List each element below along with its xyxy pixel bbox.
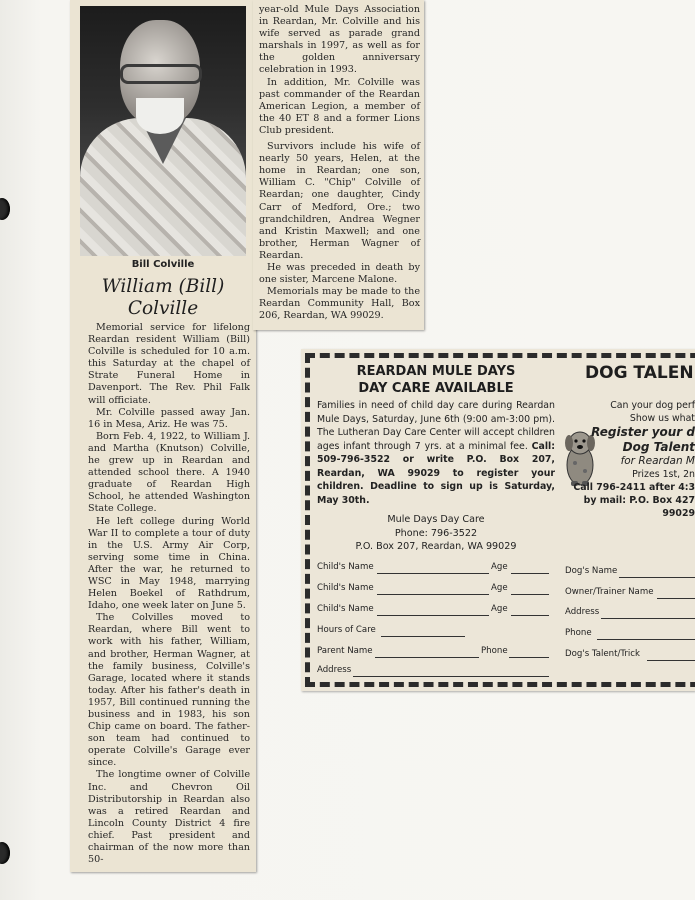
daycare-contact bbox=[317, 513, 555, 554]
childs-name-field-3[interactable] bbox=[377, 615, 489, 616]
obit-paragraph: In addition, Mr. Colville was past commander of the Reardan American Legion, a member of the 40 ET 8 and a former Lions Club president. bbox=[259, 76, 420, 136]
parent-phone-field[interactable] bbox=[509, 657, 549, 658]
owner-field[interactable] bbox=[657, 598, 695, 599]
form-label-dog-address: Address bbox=[565, 607, 600, 617]
photo-beard bbox=[136, 98, 184, 134]
dog-phone-field[interactable] bbox=[597, 639, 695, 640]
form-label-owner: Owner/Trainer Name bbox=[565, 587, 654, 597]
headline-line-1: William (Bill) bbox=[101, 276, 225, 297]
obituary-headline bbox=[70, 276, 256, 320]
obit-paragraph: He was preceded in death by one sister, Marcene Malone. bbox=[259, 261, 420, 286]
obit-paragraph: Survivors include his wife of nearly 50 years, Helen, at the home in Reardan; one son, William C. "Chip" Colville of Reardan; one daughter, Cindy Carr of Medford, Ore.; two grandchildren, Andrea Wegner and Kristin Maxwell; and one brother, Herman Wagner of Reardan. bbox=[259, 141, 420, 261]
age-field-1[interactable] bbox=[511, 573, 549, 574]
obit-paragraph: Born Feb. 4, 1922, to William J. and Martha (Knutson) Colville, he grew up in Reardan and attended school there. A 1940 graduate of Reardan High School, he attended Washington State College. bbox=[88, 430, 250, 515]
hours-field[interactable] bbox=[381, 636, 465, 637]
form-label-age: Age bbox=[491, 583, 508, 593]
address-field[interactable] bbox=[353, 676, 549, 677]
obituary-column-2 bbox=[259, 4, 420, 322]
obit-paragraph: He left college during World War II to complete a tour of duty in the U.S. Army Air Corp, serving some time in China. After the war, he returned to WSC in May 1948, marrying Helen Boekel of Rathdrum, Idaho, one week later on June 5. bbox=[88, 515, 250, 612]
dog-line-1: Can your dog perf bbox=[610, 400, 695, 411]
contact-phone: Phone: 796-3522 bbox=[394, 527, 478, 539]
dog-talent-text bbox=[571, 399, 695, 520]
portrait-photo bbox=[80, 6, 246, 256]
dog-line-6: Prizes 1st, 2n bbox=[632, 469, 695, 480]
form-label-childs-name: Child's Name bbox=[317, 604, 374, 614]
dog-line-4: Dog Talent bbox=[622, 440, 695, 454]
childs-name-field-2[interactable] bbox=[377, 594, 489, 595]
form-label-childs-name: Child's Name bbox=[317, 562, 374, 572]
daycare-body bbox=[317, 399, 555, 507]
daycare-title-line-1: REARDAN MULE DAYS bbox=[356, 364, 516, 379]
dog-address-field[interactable] bbox=[601, 618, 695, 619]
headline-line-2: Colville bbox=[127, 298, 199, 319]
form-label-hours: Hours of Care bbox=[317, 625, 376, 635]
daycare-body-bold: Call: 509-796-3522 or write P.O. Box 207, Reardan, WA 99029 to register your children. Deadline to sign up is Saturday, May 30th. bbox=[317, 440, 555, 506]
form-label-phone: Phone bbox=[481, 646, 508, 656]
form-label-dog-phone: Phone bbox=[565, 628, 592, 638]
obit-paragraph: Memorials may be made to the Reardan Community Hall, Box 206, Reardan, WA 99029. bbox=[259, 286, 420, 322]
age-field-3[interactable] bbox=[511, 615, 549, 616]
obituary-clipping-left bbox=[70, 0, 256, 872]
obit-paragraph: year-old Mule Days Association in Reardan, Mr. Colville and his wife served as parade grand marshals in 1997, as well as for the golden anniversary celebration in 1993. bbox=[259, 4, 420, 76]
obituary-clipping-right bbox=[253, 0, 424, 330]
dog-line-9: 99029 bbox=[662, 508, 695, 519]
age-field-2[interactable] bbox=[511, 594, 549, 595]
daycare-title-line-2: DAY CARE AVAILABLE bbox=[358, 381, 514, 396]
dog-line-8: by mail: P.O. Box 427 bbox=[583, 495, 695, 506]
dogs-name-field[interactable] bbox=[619, 577, 695, 578]
photo-caption: Bill Colville bbox=[131, 259, 195, 270]
dog-talent-title: DOG TALEN bbox=[585, 363, 694, 383]
daycare-title bbox=[317, 363, 555, 397]
form-label-age: Age bbox=[491, 562, 508, 572]
contact-name: Mule Days Day Care bbox=[387, 514, 485, 525]
trick-field[interactable] bbox=[647, 660, 695, 661]
childs-name-field-1[interactable] bbox=[377, 573, 489, 574]
contact-address: P.O. Box 207, Reardan, WA 99029 bbox=[355, 541, 517, 552]
daycare-body-plain: Families in need of child day care during Reardan Mule Days, Saturday, June 6th (9:00 am-3:00 pm). The Lutheran Day Care Center will accept children ages infant through 7 yrs. at a minimal fee. bbox=[317, 400, 555, 452]
dog-line-2: Show us what bbox=[629, 413, 695, 424]
dog-line-5: for Reardan M bbox=[620, 455, 695, 467]
dog-line-7: Call 796-2411 after 4:3 bbox=[573, 482, 695, 493]
form-label-childs-name: Child's Name bbox=[317, 583, 374, 593]
obituary-column-1 bbox=[88, 322, 250, 866]
obit-paragraph: The longtime owner of Colville Inc. and Chevron Oil Distributorship in Reardan also was a retired Reardan and Lincoln County District 4 fire chief. Past president and chairman of the now more than 50- bbox=[88, 769, 250, 866]
form-label-address: Address bbox=[317, 665, 352, 675]
obit-paragraph: Mr. Colville passed away Jan. 16 in Mesa, Ariz. He was 75. bbox=[88, 406, 250, 430]
daycare-advertisement bbox=[301, 349, 695, 691]
parent-name-field[interactable] bbox=[375, 657, 479, 658]
form-label-age: Age bbox=[491, 604, 508, 614]
obit-paragraph: The Colvilles moved to Reardan, where Bill went to work with his father, William, and brother, Herman Wagner, at the family business, Colville's Garage, located where it stands today. After his father's death in 1957, Bill continued running the business and in 1983, his son Chip came on board. The father-son team had continued to operate Colville's Garage ever since. bbox=[88, 612, 250, 769]
form-label-parent-name: Parent Name bbox=[317, 646, 373, 656]
dog-line-3: Register your d bbox=[591, 425, 695, 439]
photo-glasses bbox=[120, 64, 202, 84]
obit-paragraph: Memorial service for lifelong Reardan resident William (Bill) Colville is scheduled for 10 a.m. this Saturday at the chapel of Strate Funeral Home in Davenport. The Rev. Phil Falk will officiate. bbox=[88, 322, 250, 406]
form-label-trick: Dog's Talent/Trick bbox=[565, 649, 640, 659]
form-label-dogs-name: Dog's Name bbox=[565, 566, 618, 576]
